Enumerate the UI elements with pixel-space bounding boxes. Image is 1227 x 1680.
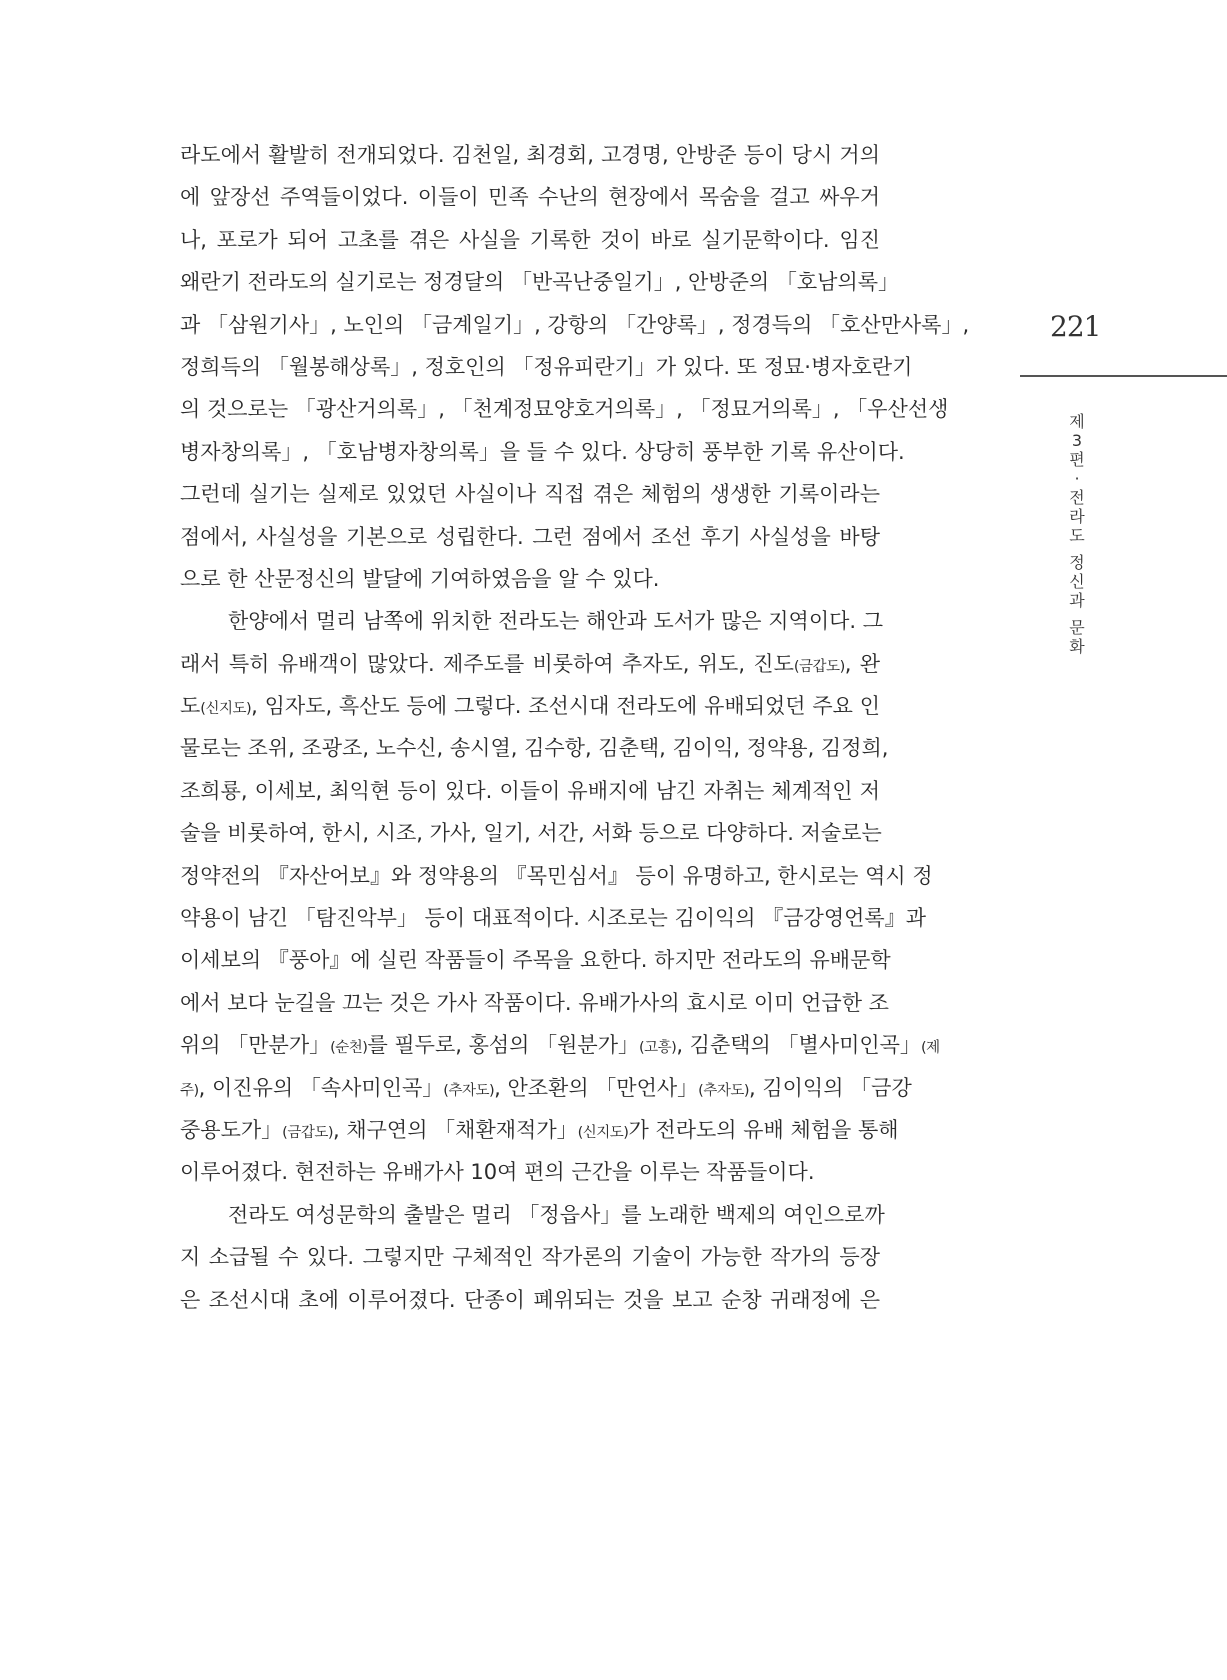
annotation-text: (제	[920, 1040, 940, 1057]
text-line	[180, 1024, 940, 1066]
text-line	[180, 1151, 880, 1193]
text-line	[180, 1109, 899, 1151]
text-segment: 왜란기 전라도의 실기로는 정경달의 「반곡난중일기」, 안방준의 「호남의록」	[180, 270, 900, 295]
text-line	[180, 939, 891, 981]
text-segment: 도	[180, 694, 201, 719]
text-segment: 약용이 남긴 「탐진악부」 등이 대표적이다. 시조로는 김이익의 『금강영언록』과	[180, 906, 926, 931]
text-segment: 한양에서 멀리 남쪽에 위치한 전라도는 해안과 도서가 많은 지역이다. 그	[228, 609, 884, 634]
text-segment: 으로 한 산문정신의 발달에 기여하였음을 알 수 있다.	[180, 566, 660, 591]
text-segment: 나, 포로가 되어 고초를 겪은 사실을 기록한 것이 바로 실기문학이다. 임진	[180, 227, 880, 252]
running-head-char: 과	[1069, 591, 1085, 610]
running-head-char: ·	[1074, 469, 1080, 488]
annotation-text: 주)	[180, 1082, 199, 1099]
text-line	[180, 516, 880, 558]
annotation-text: (추자도)	[443, 1082, 495, 1099]
text-segment: 라도에서 활발히 전개되었다. 김천일, 최경회, 고경명, 안방준 등이 당시 거의	[180, 143, 880, 167]
text-segment: 물로는 조위, 조광조, 노수신, 송시열, 김수항, 김춘택, 김이익, 정약용, 김정희,	[180, 736, 889, 761]
text-segment: 점에서, 사실성을 기본으로 성립한다. 그런 점에서 조선 후기 사실성을 바탕	[180, 524, 880, 549]
text-line	[180, 897, 926, 939]
text-line	[180, 304, 970, 346]
text-segment: 이루어졌다. 현전하는 유배가사 10여 편의 근간을 이루는 작품들이다.	[180, 1160, 815, 1185]
text-segment: , 채구연의 「채환재적가」	[333, 1117, 578, 1142]
text-line	[180, 261, 900, 303]
annotation-text: (순천)	[330, 1040, 368, 1057]
text-line	[180, 727, 889, 769]
annotation-text: (신지도)	[200, 701, 252, 718]
text-segment: 이세보의 『풍아』에 실린 작품들이 주목을 요한다. 하지만 전라도의 유배문학	[180, 948, 891, 973]
annotation-text: (금갑도)	[282, 1124, 333, 1141]
running-head-char: 라	[1069, 507, 1085, 526]
text-line	[180, 558, 880, 600]
text-line	[180, 685, 880, 727]
annotation-text: (고흥)	[639, 1040, 677, 1057]
header-rule	[1020, 375, 1227, 377]
running-head	[1066, 412, 1088, 656]
text-segment: 에서 보다 눈길을 끄는 것은 가사 작품이다. 유배가사의 효시로 이미 언급한 조	[180, 990, 889, 1015]
text-segment: , 임자도, 흑산도 등에 그렇다. 조선시대 전라도에 유배되었던 주요 인	[251, 694, 880, 719]
text-line	[180, 219, 880, 261]
text-segment: 과 「삼원기사」, 노인의 「금계일기」, 강항의 「간양록」, 정경득의 「호산만사록」,	[180, 312, 970, 337]
text-segment: 그런데 실기는 실제로 있었던 사실이나 직접 겪은 체험의 생생한 기록이라는	[180, 482, 880, 507]
text-segment: 래서 특히 유배객이 많았다. 제주도를 비롯하여 추자도, 위도, 진도	[180, 651, 794, 676]
text-line	[180, 1194, 885, 1236]
annotation-text: (추자도)	[698, 1082, 749, 1099]
text-segment: 은 조선시대 초에 이루어졌다. 단종이 폐위되는 것을 보고 순창 귀래정에 은	[180, 1287, 880, 1312]
running-head-char: 편	[1069, 450, 1085, 469]
text-line	[180, 1067, 912, 1109]
text-segment: 조희룡, 이세보, 최익현 등이 있다. 이들이 유배지에 남긴 자취는 체계적인 저	[180, 778, 880, 803]
text-line	[180, 1279, 880, 1321]
running-head-char	[1066, 610, 1088, 618]
running-head-char: 정	[1069, 553, 1085, 572]
text-line	[180, 1236, 880, 1278]
text-segment: , 김춘택의 「별사미인곡」	[676, 1033, 921, 1058]
running-head-char: 신	[1069, 572, 1085, 591]
text-line	[180, 770, 880, 812]
text-segment: 지 소급될 수 있다. 그렇지만 구체적인 작가론의 기술이 가능한 작가의 등장	[180, 1245, 880, 1270]
text-line	[180, 600, 884, 642]
text-segment: , 이진유의 「속사미인곡」	[198, 1075, 444, 1100]
text-segment: 정약전의 『자산어보』와 정약용의 『목민심서』 등이 유명하고, 한시로는 역시 정	[180, 863, 933, 888]
running-head-char: 전	[1069, 488, 1085, 507]
text-segment: 를 필두로, 홍섬의 「원분가」	[367, 1033, 639, 1058]
running-head-char: 문	[1069, 618, 1085, 637]
text-line	[180, 431, 905, 473]
running-head-char: 화	[1069, 637, 1085, 656]
text-line	[180, 134, 880, 176]
text-line	[180, 982, 889, 1024]
text-line	[180, 346, 913, 388]
running-head-char: 3	[1071, 431, 1083, 450]
running-head-char: 제	[1069, 412, 1085, 431]
text-segment: 정희득의 「월봉해상록」, 정호인의 「정유피란기」가 있다. 또 정묘·병자호란기	[180, 354, 913, 379]
running-head-char	[1066, 545, 1088, 553]
text-line	[180, 855, 933, 897]
body-text	[180, 134, 970, 1321]
text-segment: 가 전라도의 유배 체험을 통해	[628, 1117, 899, 1142]
text-segment: 병자창의록」, 「호남병자창의록」을 들 수 있다. 상당히 풍부한 기록 유산이다.	[180, 439, 905, 464]
text-segment: 위의 「만분가」	[180, 1033, 331, 1058]
text-line	[180, 473, 880, 515]
text-segment: 중용도가」	[180, 1117, 283, 1142]
text-segment: 술을 비롯하여, 한시, 시조, 가사, 일기, 서간, 서화 등으로 다양하다. 저술로는	[180, 821, 882, 846]
running-head-char: 도	[1069, 526, 1085, 545]
text-line	[180, 643, 880, 685]
text-line	[180, 388, 949, 430]
text-segment: 의 것으로는 「광산거의록」, 「천계정묘양호거의록」, 「정묘거의록」, 「우산선생	[180, 397, 949, 422]
text-segment: 에 앞장선 주역들이었다. 이들이 민족 수난의 현장에서 목숨을 걸고 싸우거	[180, 185, 880, 210]
annotation-text: (금갑도)	[793, 658, 845, 675]
text-segment: , 김이익의 「금강	[749, 1075, 912, 1100]
text-line	[180, 176, 880, 218]
page-number: 221	[1050, 310, 1101, 343]
text-segment: , 완	[844, 651, 880, 676]
text-line	[180, 812, 880, 854]
annotation-text: (신지도)	[577, 1124, 629, 1141]
text-segment: 전라도 여성문학의 출발은 멀리 「정읍사」를 노래한 백제의 여인으로까	[228, 1202, 885, 1227]
text-segment: , 안조환의 「만언사」	[494, 1075, 699, 1100]
